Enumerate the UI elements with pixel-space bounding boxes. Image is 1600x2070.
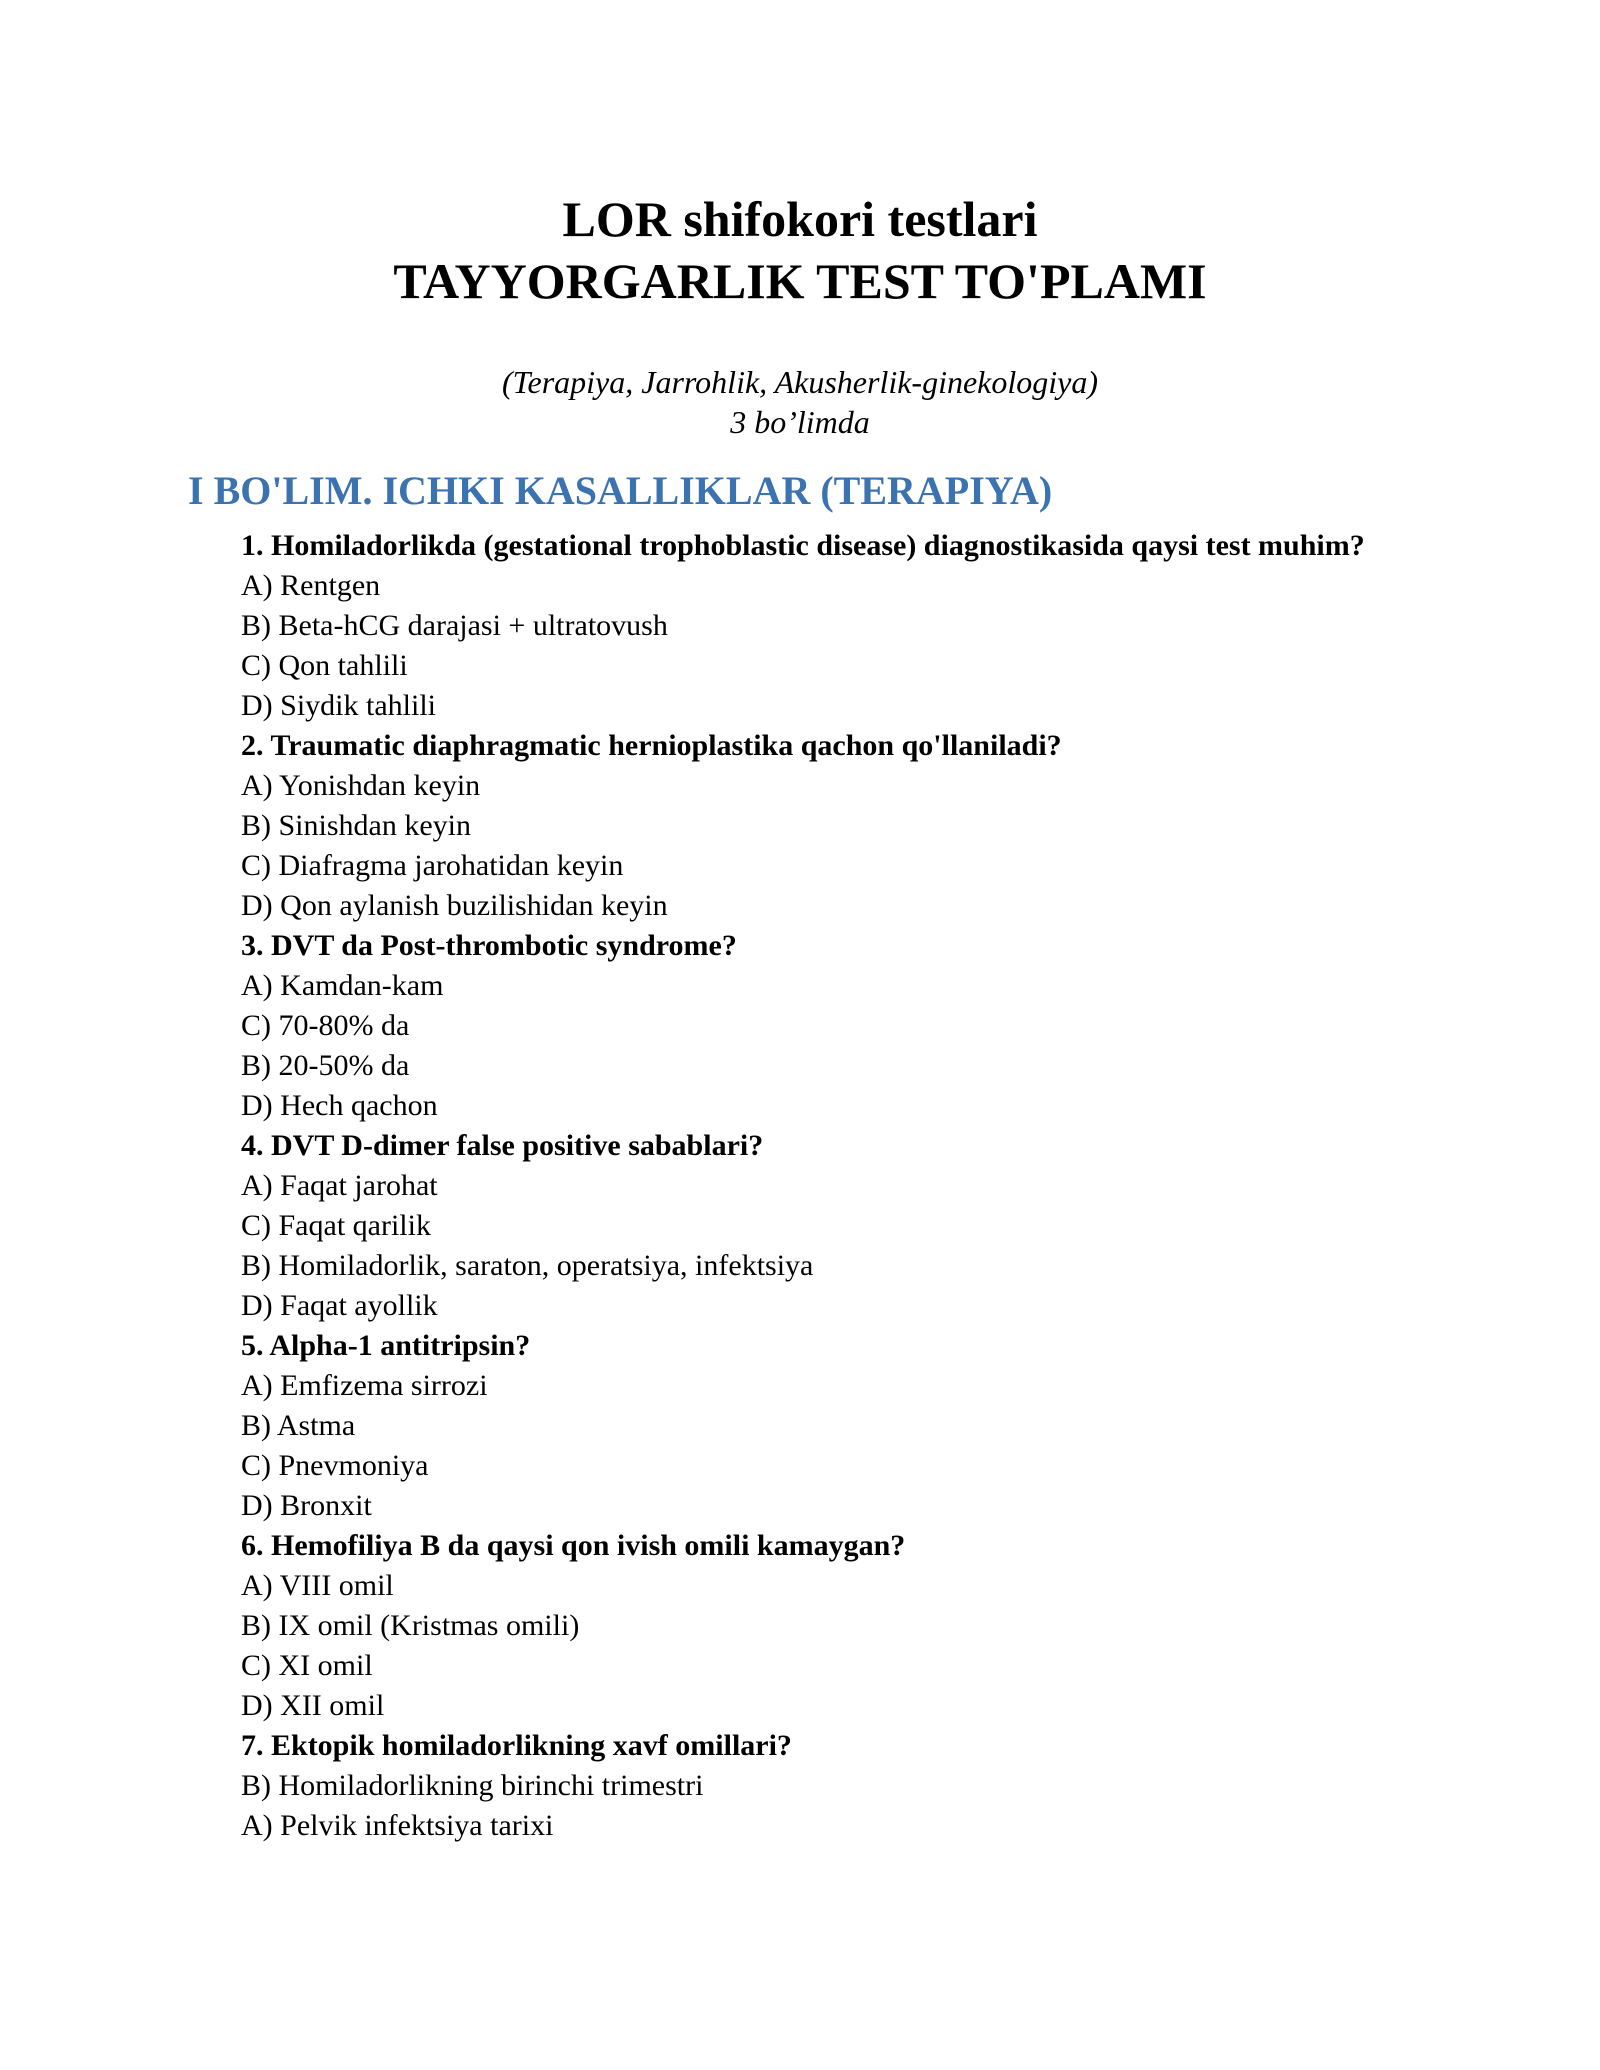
- question-text: 4. DVT D-dimer false positive sabablari?: [241, 1129, 764, 1162]
- answer-option: C) Diafragma jarohatidan keyin: [241, 849, 624, 882]
- title-line-1: LOR shifokori testlari: [562, 191, 1038, 247]
- question-item: [241, 1726, 1371, 1846]
- subtitle-line-1: (Terapiya, Jarrohlik, Akusherlik-ginekologiya): [501, 364, 1099, 400]
- answer-option: B) Astma: [241, 1409, 356, 1442]
- question-text: 5. Alpha-1 antitripsin?: [241, 1329, 531, 1362]
- question-text: 3. DVT da Post-thrombotic syndrome?: [241, 929, 737, 962]
- answer-option: D) XII omil: [241, 1689, 385, 1722]
- question-text: 2. Traumatic diaphragmatic hernioplastika qachon qo'llaniladi?: [241, 729, 1062, 762]
- answer-option: C) XI omil: [241, 1649, 373, 1682]
- answer-option: D) Siydik tahlili: [241, 689, 436, 722]
- answer-option: A) Faqat jarohat: [241, 1169, 438, 1202]
- answer-option: C) Faqat qarilik: [241, 1209, 431, 1242]
- question-item: [241, 1126, 1371, 1326]
- answer-option: B) Beta-hCG darajasi + ultratovush: [241, 609, 668, 642]
- answer-option: A) Pelvik infektsiya tarixi: [241, 1809, 554, 1842]
- subtitle-block: [0, 362, 1600, 442]
- answer-option: D) Qon aylanish buzilishidan keyin: [241, 889, 668, 922]
- question-text: 7. Ektopik homiladorlikning xavf omillari?: [241, 1729, 792, 1762]
- question-item: [241, 1326, 1371, 1526]
- question-item: [241, 926, 1371, 1126]
- answer-option: B) Homiladorlik, saraton, operatsiya, infektsiya: [241, 1249, 814, 1282]
- question-item: [241, 526, 1371, 726]
- question-item: [241, 726, 1371, 926]
- answer-option: A) Kamdan-kam: [241, 969, 444, 1002]
- subtitle-line-2: 3 bo’limda: [730, 404, 870, 440]
- section-heading: I BO'LIM. ICHKI KASALLIKLAR (TERAPIYA): [188, 468, 1053, 513]
- question-text: 1. Homiladorlikda (gestational trophoblastic disease) diagnostikasida qaysi test muhim?: [241, 529, 1365, 562]
- answer-option: D) Hech qachon: [241, 1089, 438, 1122]
- answer-option: A) Emfizema sirrozi: [241, 1369, 488, 1402]
- answer-option: B) IX omil (Kristmas omili): [241, 1609, 580, 1642]
- title-line-2: TAYYORGARLIK TEST TO'PLAMI: [393, 253, 1207, 309]
- answer-option: C) 70-80% da: [241, 1009, 410, 1042]
- answer-option: C) Pnevmoniya: [241, 1449, 429, 1482]
- question-item: [241, 1526, 1371, 1726]
- answer-option: A) Yonishdan keyin: [241, 769, 481, 802]
- question-text: 6. Hemofiliya B da qaysi qon ivish omili kamaygan?: [241, 1529, 906, 1562]
- answer-option: D) Faqat ayollik: [241, 1289, 438, 1322]
- answer-option: A) Rentgen: [241, 569, 381, 602]
- answer-option: B) Sinishdan keyin: [241, 809, 471, 842]
- answer-option: A) VIII omil: [241, 1569, 394, 1602]
- answer-option: B) 20-50% da: [241, 1049, 410, 1082]
- answer-option: D) Bronxit: [241, 1489, 372, 1522]
- title-block: [0, 188, 1600, 312]
- answer-option: C) Qon tahlili: [241, 649, 408, 682]
- answer-option: B) Homiladorlikning birinchi trimestri: [241, 1769, 704, 1802]
- question-list: [241, 526, 1371, 1846]
